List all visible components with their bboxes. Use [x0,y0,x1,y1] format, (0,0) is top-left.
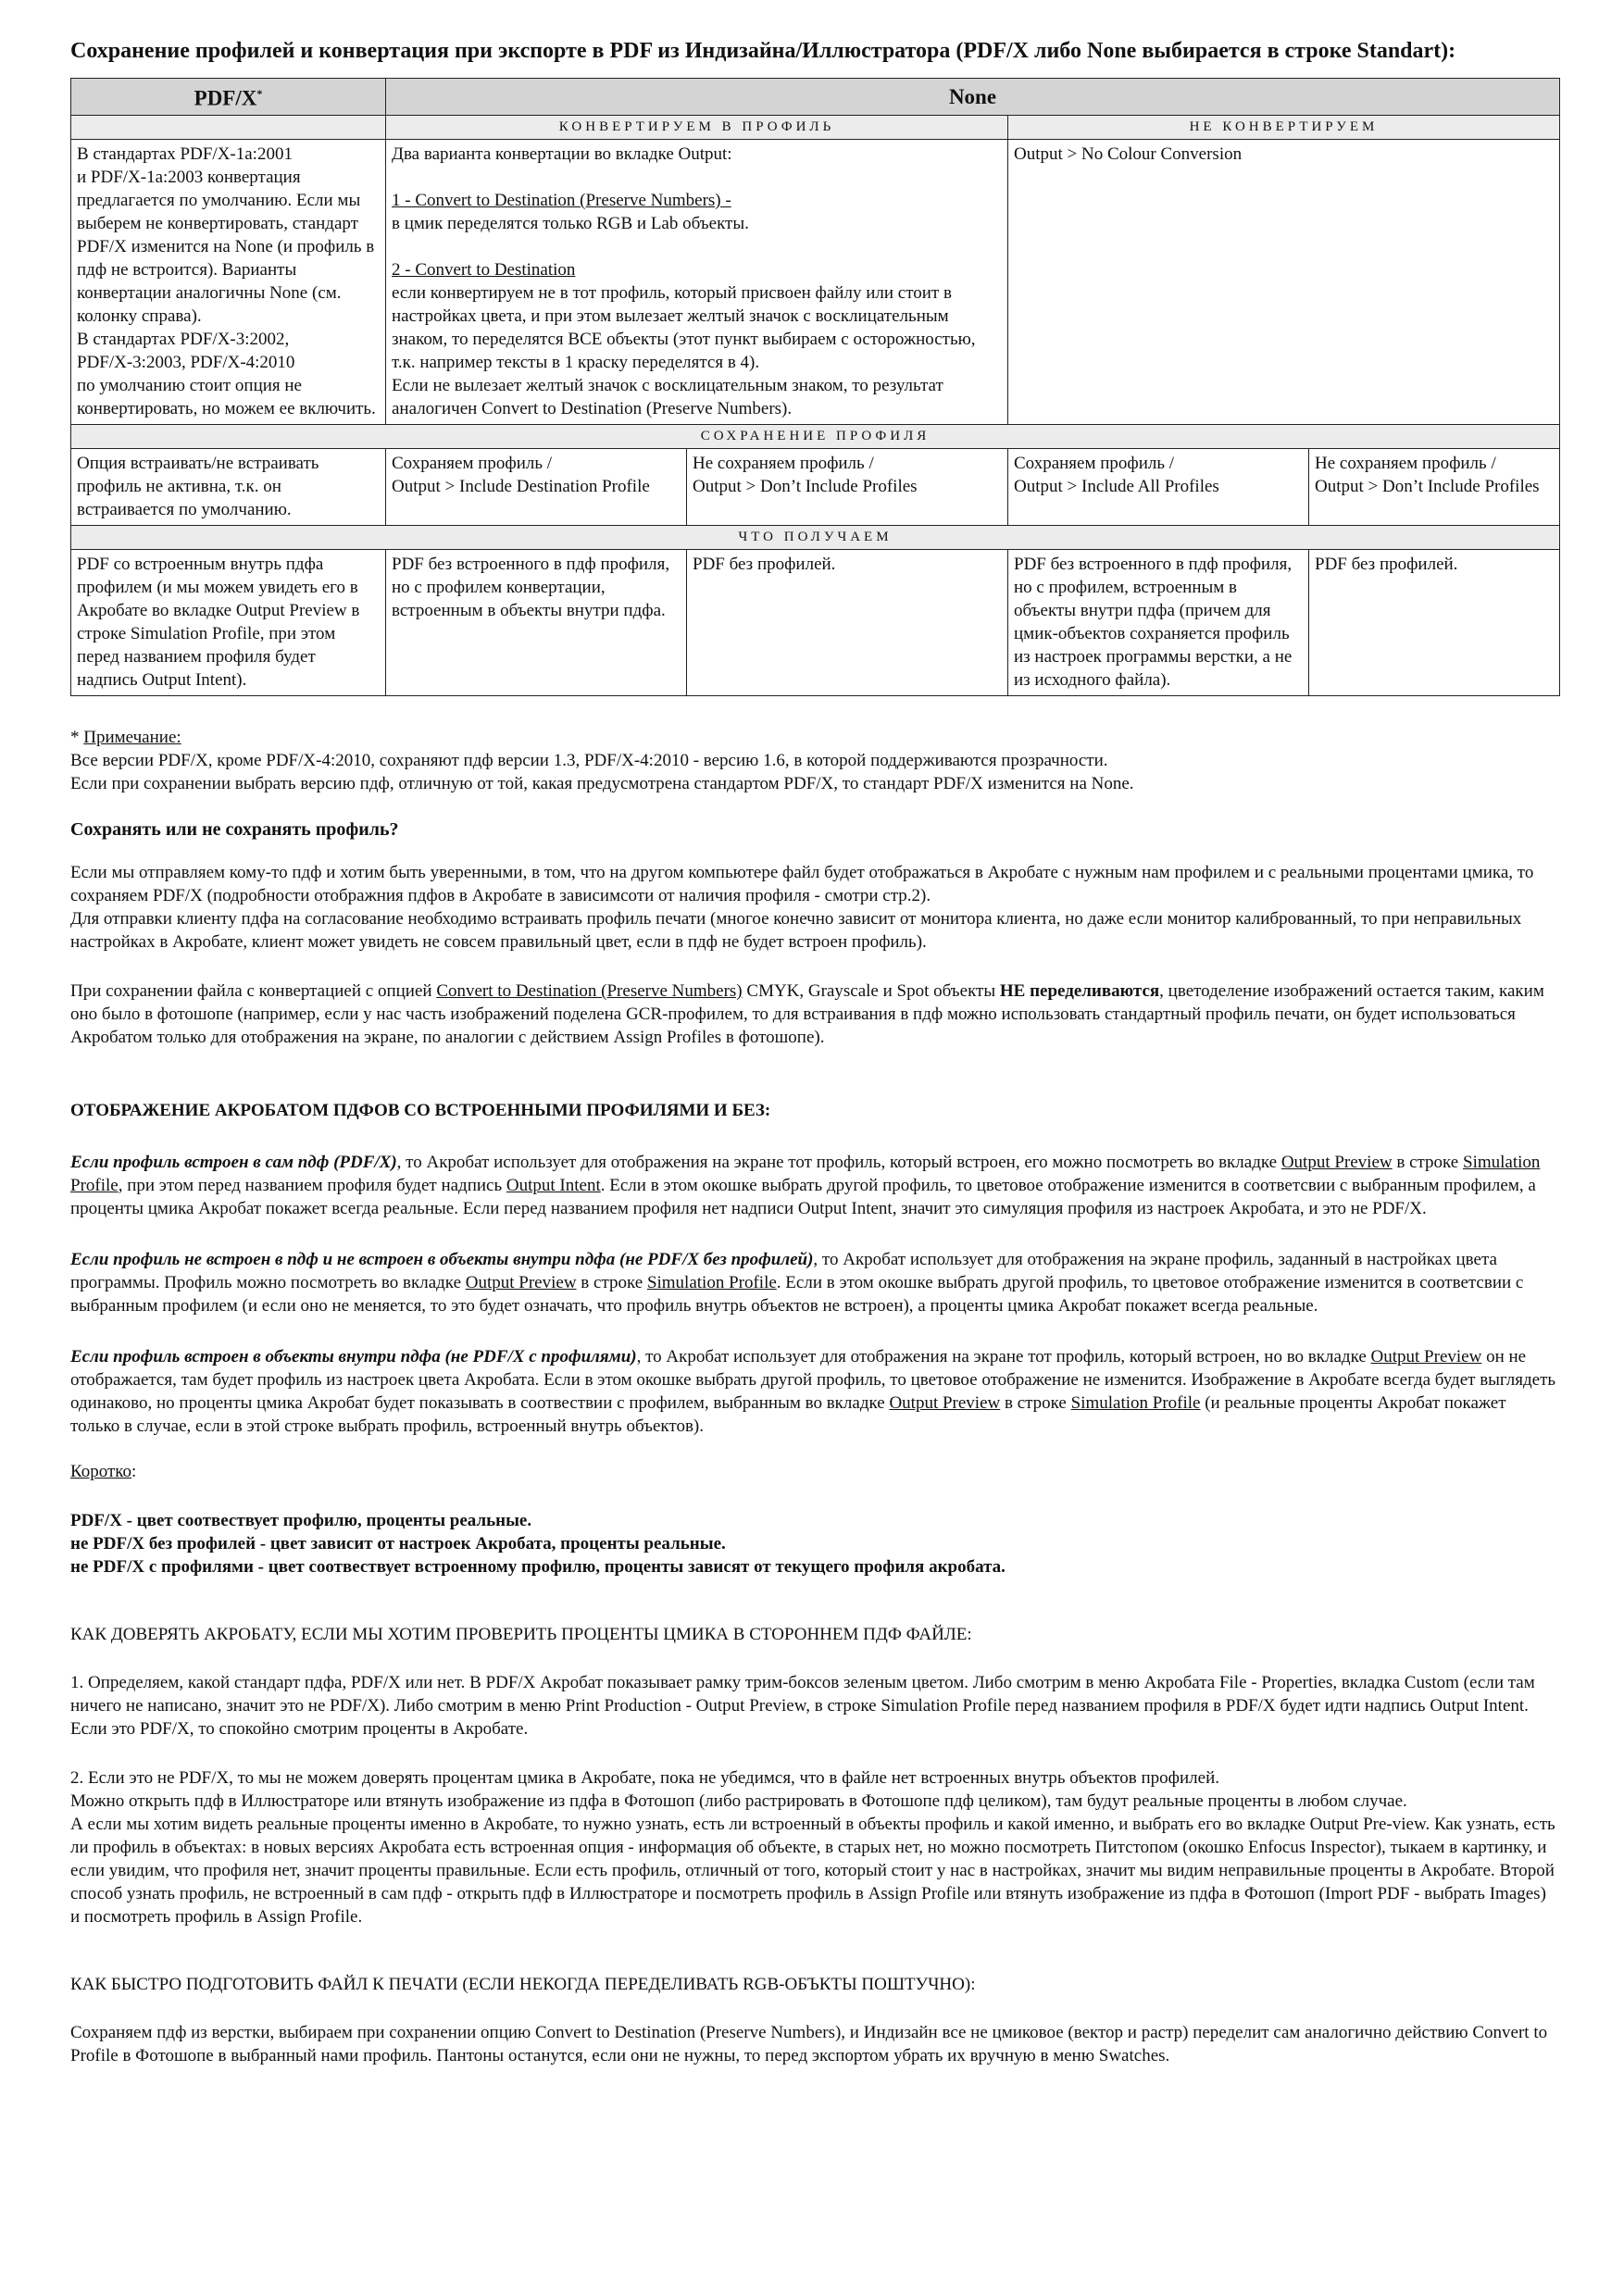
profiles-table [70,78,1560,696]
display-title: ОТОБРАЖЕНИЕ АКРОБАТОМ ПДФОВ СО ВСТРОЕННЫМИ ПРОФИЛЯМИ И БЕЗ: [70,1101,771,1120]
cell-convert-options [386,140,1008,425]
page-title: Сохранение профилей и конвертация при экспорте в PDF из Индизайна/Иллюстратора (PDF/X либо None выбирается в строке Standart): [70,39,1456,63]
quick-p1: Сохраняем пдф из верстки, выбираем при сохранении опцию Convert to Destination (Preserve Numbers), и Индизайн все не цмиковое (вектор и растр) переделит сам аналогично действию Convert to Profile в Фотошопе в выбранный нами профиль. Пантоны останутся, если они не нужны, то перед экспортом убрать их вручную в меню Swatches. [70,2023,1548,2065]
section-save-profile: СОХРАНЕНИЕ ПРОФИЛЯ [71,425,1560,449]
cell-result-c3: PDF без встроенного в пдф профиля, но с профилем, встроенным в объекты внутри пдфа (причем для цмик-объектов сохраняется профиль из настроек программы верстки, а не из исходного файла). [1008,550,1309,696]
cell-save-c1: Сохраняем профиль / Output > Include Destination Profile [386,449,687,526]
section-result: ЧТО ПОЛУЧАЕМ [71,526,1560,550]
display-block-1: Если профиль встроен в сам пдф (PDF/X), то Акробат использует для отображения на экране тот профиль, который встроен, его можно посмотреть во вкладке Output Preview в строке Simulation Profile, при этом перед названием профиля будет надпись Output Intent. Если в этом окошке выбрать другой профиль, то цветовое отображение изменится в соответсвии с выбранным профилем, а проценты цмика Акробат покажет всегда реальные. Если перед названием профиля нет надписи Output Intent, значит это симуляция профиля из настроек Акробата, и это не PDF/X. [70,1153,1541,1218]
save-question-p2: При сохранении файла с конвертацией с опцией Convert to Destination (Preserve Numbers) CMYK, Grayscale и Spot объекты НЕ переделиваются, цветоделение изображений остается таким, каким оно было в фотошопе (например, если у нас часть изображений поделена GCR-профилем, то для встраивания в пдф можно использовать стандартный профиль печати, он будет использоваться Акробатом только для отображения на экране, по аналогии с действием Assign Profiles в фотошопе). [70,981,1544,1047]
summary-line-3: не PDF/X с профилями - цвет соотвествует встроенному профилю, проценты зависят от текущего профиля акробата. [70,1557,1006,1577]
trust-p1: 1. Определяем, какой стандарт пдфа, PDF/X или нет. В PDF/X Акробат показывает рамку трим-боксов зеленым цветом. Либо смотрим в меню Акробата File - Properties, вкладка Custom (если там ничего не написано, значит это не PDF/X). Либо смотрим в меню Print Production - Output Preview, в строке Simulation Profile перед названием профиля в PDF/X будет идти надпись Output Intent. Если это PDF/X, то спокойно смотрим проценты в Акробате. [70,1673,1535,1739]
cell-save-c4: Не сохраняем профиль / Output > Don’t Include Profiles [1309,449,1560,526]
short-label: Коротко: [70,1462,137,1481]
cell-result-c1: PDF без встроенного в пдф профиля, но с профилем конвертации, встроенным в объекты внутри пдфа. [386,550,687,696]
convert-option-1: 1 - Convert to Destination (Preserve Numbers) - [392,191,731,210]
cell-pdfx-conversion: В стандартах PDF/X-1a:2001 и PDF/X-1a:2003 конвертация предлагается по умолчанию. Если мы выберем не конвертировать, стандарт PDF/X изменится на None (и профиль в пдф не встроится). Варианты конвертации аналогичны None (см. колонку справа). В стандартах PDF/X-3:2002, PDF/X-3:2003, PDF/X-4:2010 по умолчанию стоит опция не конвертировать, но можем ее включить. [71,140,386,425]
trust-title: КАК ДОВЕРЯТЬ АКРОБАТУ, ЕСЛИ МЫ ХОТИМ ПРОВЕРИТЬ ПРОЦЕНТЫ ЦМИКА В СТОРОННЕМ ПДФ ФАЙЛЕ: [70,1625,972,1644]
quick-title: КАК БЫСТРО ПОДГОТОВИТЬ ФАЙЛ К ПЕЧАТИ (ЕСЛИ НЕКОГДА ПЕРЕДЕЛИВАТЬ RGB-ОБЪКТЫ ПОШТУЧНО): [70,1975,976,1994]
section-convert: КОНВЕРТИРУЕМ В ПРОФИЛЬ [386,116,1008,140]
footnote-line-1: Все версии PDF/X, кроме PDF/X-4:2010, сохраняют пдф версии 1.3, PDF/X-4:2010 - версию 1.6, в которой поддерживаются прозрачности. [70,751,1108,770]
save-question-p1: Если мы отправляем кому-то пдф и хотим быть уверенными, в том, что на другом компьютере файл будет отображаться в Акробате с нужным нам профилем и с реальными процентами цмика, то сохраняем PDF/X (подробности отображния пдфов в Акробате в зависимсоти от наличия профиля - смотри стр.2). Для отправки клиенту пдфа на согласование необходимо встраивать профиль печати (многое конечно зависит от монитора клиента, но даже если монитор калиброванный, то при неправильных настройках в Акробате, клиент может увидеть не совсем правильный цвет, если в пдф не будет встроен профиль). [70,863,1534,952]
convert-option-2: 2 - Convert to Destination [392,260,576,280]
convert-option-2-text: если конвертируем не в тот профиль, который присвоен файлу или стоит в настройках цвета, и при этом вылезает желтый значок с восклицательным знаком, то переделятся ВСЕ объекты (этот пункт выбираем с осторожностью, т.к. например тексты в 1 краску переделятся в 4). Если не вылезает желтый значок с восклицательным знаком, то результат аналогичен Convert to Destination (Preserve Numbers). [392,283,976,418]
display-block-2: Если профиль не встроен в пдф и не встроен в объекты внутри пдфа (не PDF/X без профилей), то Акробат использует для отображения на экране профиль, заданный в настройках цвета программы. Профиль можно посмотреть во вкладке Output Preview в строке Simulation Profile. Если в этом окошке выбрать другой профиль, то цветовое отображение изменится в соответсвии с выбранным профилем (и если оно не меняется, то это будет означать, что профиль внутрь объектов не встроен), а проценты цмика Акробат покажет всегда реальные. [70,1250,1524,1316]
trust-p2: 2. Если это не PDF/X, то мы не можем доверять процентам цмика в Акробате, пока не убедимся, что в файле нет встроенных внутрь объектов профилей. Можно открыть пдф в Иллюстраторе или втянуть изображение из пдфа в Фотошоп (либо растрировать в Фотошопе пдф целиком), там будут реальные проценты в любом случае. А если мы хотим видеть реальные проценты именно в Акробате, то нужно узнать, есть ли встроенный в объекты профиль и какой именно, и выбрать его во вкладке Output Pre-view. Как узнать, есть ли профиль в объектах: в новых версиях Акробата есть встроенная опция - информация об объекте, в старых нет, но можно посмотреть Питстопом (окошко Enfocus Inspector), тыкаем в картинку, и если увидим, что профиля нет, значит проценты правильные. Если есть профиль, отличный от того, который стоит у нас в настройках, значит мы видим неправильные проценты в Акробате. Второй способ узнать профиль, не встроенный в сам пдф - открыть пдф в Иллюстраторе и посмотреть профиль в Assign Profile или втянуть изображение из пдфа в Фотошоп (Import PDF - выбрать Images) и посмотреть профиль в Assign Profile. [70,1768,1555,1927]
footnote-label: Примечание: [83,728,181,747]
summary-line-2: не PDF/X без профилей - цвет зависит от настроек Акробата, проценты реальные. [70,1534,726,1554]
cell-no-convert: Output > No Colour Conversion [1008,140,1560,425]
display-block-3: Если профиль встроен в объекты внутри пдфа (не PDF/X с профилями), то Акробат использует для отображения на экране тот профиль, который встроен, но во вкладке Output Preview он не отображается, там будет профиль из настроек цвета Акробата. Если в этом окошке выбрать другой профиль, то цветовое отображение не изменится. Изображение в Акробате всегда будет выглядеть одинаково, но проценты цмика Акробат будет показывать в соотвествии с профилем, выбранным во вкладке Output Preview в строке Simulation Profile (и реальные проценты Акробат покажет только в случае, если в этой строке выбрать профиль, встроенный внутрь объектов). [70,1347,1556,1436]
footnote-line-2: Если при сохранении выбрать версию пдф, отличную от той, какая предусмотрена стандартом PDF/X, то стандарт PDF/X изменится на None. [70,774,1134,793]
cell-result-c2: PDF без профилей. [687,550,1008,696]
convert-intro: Два варианта конвертации во вкладке Output: [392,144,732,164]
summary [70,1509,1559,1578]
header-none: None [386,79,1560,116]
header-pdfx: PDF/X* [71,79,386,116]
convert-option-1-text: в цмик переделятся только RGB и Lab объекты. [392,214,749,233]
cell-result-c4: PDF без профилей. [1309,550,1560,696]
cell-save-pdfx: Опция встраивать/не встраивать профиль не активна, т.к. он встраивается по умолчанию. [71,449,386,526]
summary-line-1: PDF/X - цвет соотвествует профилю, проценты реальные. [70,1511,532,1530]
cell-result-pdfx: PDF со встроенным внутрь пдфа профилем (и мы можем увидеть его в Акробате во вкладке Output Preview в строке Simulation Profile, при этом перед названием профиля будет надпись Output Intent). [71,550,386,696]
page [70,37,1559,2090]
section-empty [71,116,386,140]
section-no-convert: НЕ КОНВЕРТИРУЕМ [1008,116,1560,140]
footnote: * Примечание: Все версии PDF/X, кроме PDF/X-4:2010, сохраняют пдф версии 1.3, PDF/X-4:2010 - версию 1.6, в которой поддерживаются прозрачности. Если при сохранении выбрать версию пдф, отличную от той, какая предусмотрена стандартом PDF/X, то стандарт PDF/X изменится на None. [70,726,1559,795]
cell-save-c3: Сохраняем профиль / Output > Include All Profiles [1008,449,1309,526]
save-question-title: Сохранять или не сохранять профиль? [70,819,399,840]
cell-save-c2: Не сохраняем профиль / Output > Don’t Include Profiles [687,449,1008,526]
